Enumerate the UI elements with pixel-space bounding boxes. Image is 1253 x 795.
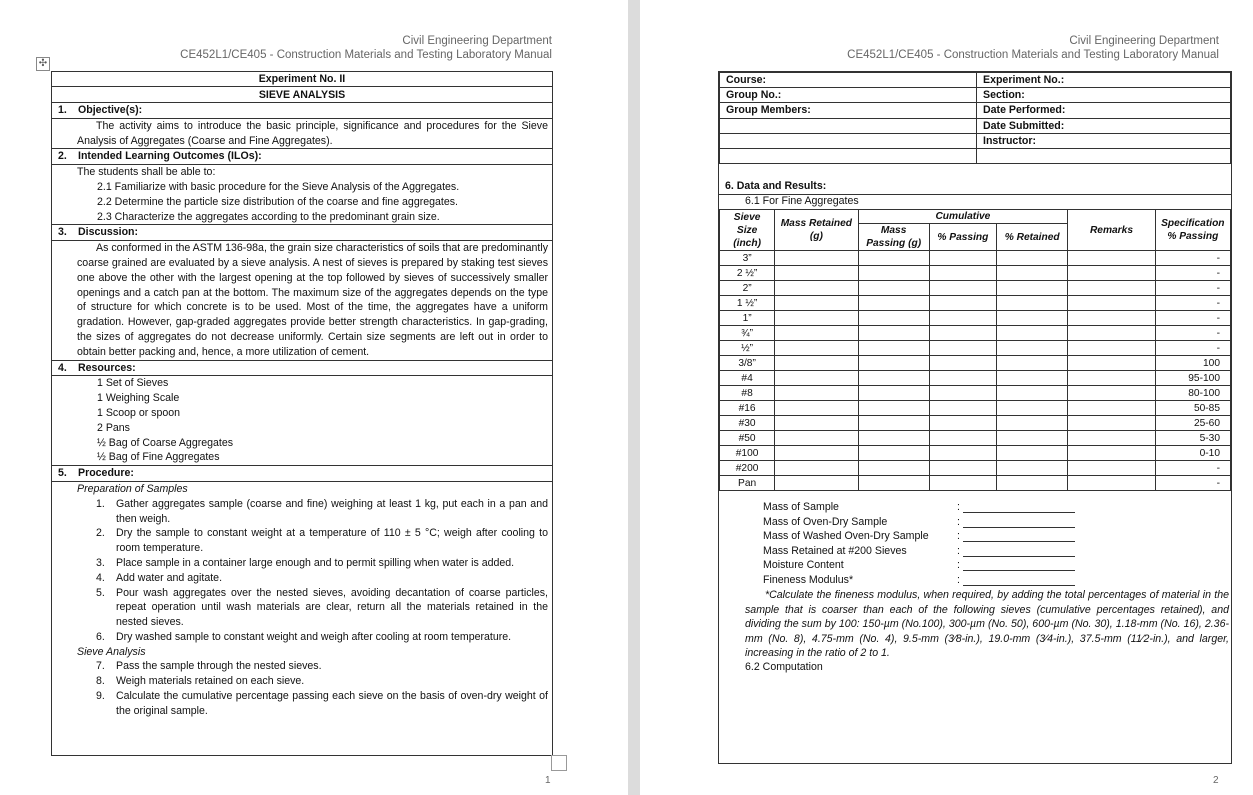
procedure-subheading: Preparation of Samples	[77, 482, 188, 495]
procedure-step	[52, 630, 552, 645]
mass-passing-cell[interactable]	[858, 371, 929, 386]
step-text: Weigh materials retained on each sieve.	[116, 675, 305, 688]
step-text: Dry washed sample to constant weight and weigh after cooling at room temperature.	[116, 630, 512, 643]
header-department: Civil Engineering Department	[402, 35, 552, 47]
page-header	[847, 34, 1219, 62]
mass-retained-cell[interactable]	[775, 311, 858, 326]
section-number: 1.	[58, 104, 67, 116]
pct-passing-cell[interactable]	[929, 371, 996, 386]
ilo-item: 2.1 Familiarize with basic procedure for the Sieve Analysis of the Aggregates.	[97, 180, 460, 193]
col-mass-passing: Mass Passing (g)	[858, 224, 929, 251]
info-cell[interactable]: Date Performed:	[977, 103, 1231, 118]
specification-cell: 5-30	[1155, 431, 1230, 446]
mass-passing-cell[interactable]	[858, 311, 929, 326]
table-resize-handle[interactable]	[551, 755, 567, 771]
info-row	[720, 133, 1231, 148]
ilo-body	[52, 165, 552, 225]
page-gutter	[628, 0, 640, 795]
remarks-cell[interactable]	[1068, 401, 1155, 416]
pct-passing-cell[interactable]	[929, 326, 996, 341]
header-department: Civil Engineering Department	[1069, 35, 1219, 47]
remarks-cell[interactable]	[1068, 416, 1155, 431]
pct-passing-cell[interactable]	[929, 461, 996, 476]
pct-passing-cell[interactable]	[929, 281, 996, 296]
col-cumulative: Cumulative	[858, 210, 1068, 224]
mass-colon: :	[957, 559, 960, 572]
specification-cell: 0-10	[1155, 446, 1230, 461]
mass-passing-cell[interactable]	[858, 461, 929, 476]
procedure-step	[52, 526, 552, 556]
step-text: Pass the sample through the nested sieves.	[116, 660, 322, 673]
sieve-size-cell: 2 ½”	[720, 266, 775, 281]
mass-retained-cell[interactable]	[775, 476, 858, 491]
mass-row	[763, 558, 1075, 573]
objective-heading	[52, 103, 552, 119]
sieve-size-cell: 1”	[720, 311, 775, 326]
procedure-body	[52, 482, 552, 719]
mass-label: Moisture Content	[763, 559, 844, 572]
step-number: 8.	[96, 675, 105, 688]
section-label: Procedure:	[78, 467, 134, 480]
pct-passing-cell[interactable]	[929, 446, 996, 461]
sieve-size-cell: #4	[720, 371, 775, 386]
pct-retained-cell[interactable]	[997, 476, 1068, 491]
pct-retained-cell[interactable]	[997, 356, 1068, 371]
sieve-size-cell: #30	[720, 416, 775, 431]
remarks-cell[interactable]	[1068, 281, 1155, 296]
objective-text: The activity aims to introduce the basic principle, significance and procedures for the Sieve Analysis of Aggregates (Coarse and Fine Aggregates).	[52, 119, 552, 150]
pct-passing-cell[interactable]	[929, 386, 996, 401]
mass-passing-cell[interactable]	[858, 341, 929, 356]
pct-retained-cell[interactable]	[997, 431, 1068, 446]
remarks-cell[interactable]	[1068, 266, 1155, 281]
col-pct-retained: % Retained	[997, 224, 1068, 251]
sieve-size-cell: #100	[720, 446, 775, 461]
pct-retained-cell[interactable]	[997, 416, 1068, 431]
page-number: 1	[545, 775, 551, 786]
info-cell[interactable]: Group No.:	[720, 88, 977, 103]
procedure-step	[52, 556, 552, 571]
pct-retained-cell[interactable]	[997, 281, 1068, 296]
experiment-table	[51, 71, 553, 756]
step-number: 9.	[96, 690, 105, 703]
procedure-step	[52, 689, 552, 719]
step-text: Gather aggregates sample (coarse and fine) weighing at least 1 kg, put each in a pan and then weigh.	[116, 497, 548, 525]
mass-passing-cell[interactable]	[858, 416, 929, 431]
pct-passing-cell[interactable]	[929, 296, 996, 311]
remarks-cell[interactable]	[1068, 251, 1155, 266]
pct-passing-cell[interactable]	[929, 311, 996, 326]
remarks-cell[interactable]	[1068, 431, 1155, 446]
specification-cell: 80-100	[1155, 386, 1230, 401]
mass-passing-cell[interactable]	[858, 386, 929, 401]
section-label: Resources:	[78, 361, 136, 374]
col-remarks: Remarks	[1068, 210, 1155, 251]
resources-list	[52, 376, 552, 466]
info-cell[interactable]	[720, 133, 977, 148]
remarks-cell[interactable]	[1068, 371, 1155, 386]
sieve-row	[720, 431, 1231, 446]
specification-cell: -	[1155, 251, 1230, 266]
pct-retained-cell[interactable]	[997, 401, 1068, 416]
sieve-row	[720, 266, 1231, 281]
data-results-heading: 6. Data and Results:	[725, 180, 827, 192]
sieve-row	[720, 311, 1231, 326]
sieve-row	[720, 386, 1231, 401]
sieve-row	[720, 461, 1231, 476]
procedure-step	[52, 497, 552, 527]
sieve-row	[720, 251, 1231, 266]
table-header-row	[720, 210, 1231, 224]
fineness-modulus-note: *Calculate the fineness modulus, when required, by adding the total percentages of material in the sample that is coarser than each of the following sieves (cumulative percentages retained), and dividing the sum by 100: 150-µm (No.100), 300-µm (No. 50), 600-µm (No. 30), 1.18-mm (No. 16), 2.36-mm (No. 8), 4.75-mm (No. 4), 9.5-mm (3⁄8-in.), 19.0-mm (3⁄4-in.), 37.5-mm (11⁄2-in.), and larger, increasing in the ratio of 2 to 1.	[745, 589, 1229, 660]
step-number: 2.	[96, 527, 105, 540]
specification-cell: -	[1155, 326, 1230, 341]
mass-label: Mass Retained at #200 Sieves	[763, 544, 907, 557]
mass-label: Mass of Oven-Dry Sample	[763, 515, 888, 528]
step-number: 1.	[96, 497, 105, 510]
procedure-heading	[52, 466, 552, 482]
step-text: Add water and agitate.	[116, 571, 223, 584]
pct-passing-cell[interactable]	[929, 341, 996, 356]
discussion-text: As conformed in the ASTM 136-98a, the grain size characteristics of soils that are predominantly coarse grained are evaluated by a sieve analysis. A nest of sieves is prepared by staking test sieves one above the other with the largest opening at the top followed by sieves of successively smaller openings and a catch pan at the bottom. The maximum size of the aggregates depends on the type of structure for which concrete is to be used. Most of the time, the aggregates have a uniform gradation. However, gap-graded aggregates provide better strength characteristics. In gap-grading, the sizes of aggregates do not decrease uniformly. Certain size segments are left out in order to obtain better packing and, hence, a more utilization of cement.	[52, 241, 552, 360]
info-row	[720, 73, 1231, 88]
specification-cell: -	[1155, 461, 1230, 476]
mass-passing-cell[interactable]	[858, 296, 929, 311]
mass-passing-cell[interactable]	[858, 356, 929, 371]
section-label: Intended Learning Outcomes (ILOs):	[78, 150, 262, 163]
sieve-row	[720, 356, 1231, 371]
info-row	[720, 118, 1231, 133]
info-cell[interactable]	[720, 148, 977, 163]
specification-cell: 25-60	[1155, 416, 1230, 431]
specification-cell: -	[1155, 296, 1230, 311]
sieve-row	[720, 326, 1231, 341]
pct-passing-cell[interactable]	[929, 356, 996, 371]
mass-retained-cell[interactable]	[775, 341, 858, 356]
pct-passing-cell[interactable]	[929, 476, 996, 491]
sieve-table	[719, 209, 1231, 491]
pct-passing-cell[interactable]	[929, 431, 996, 446]
pct-passing-cell[interactable]	[929, 266, 996, 281]
mass-summary	[763, 500, 1075, 588]
specification-cell: -	[1155, 311, 1230, 326]
mass-passing-cell[interactable]	[858, 401, 929, 416]
pct-passing-cell[interactable]	[929, 251, 996, 266]
sieve-row	[720, 371, 1231, 386]
mass-input[interactable]	[963, 573, 1075, 586]
remarks-cell[interactable]	[1068, 386, 1155, 401]
remarks-cell[interactable]	[1068, 326, 1155, 341]
col-specification: Specification % Passing	[1155, 210, 1230, 251]
procedure-subheading: Sieve Analysis	[77, 645, 146, 658]
pct-retained-cell[interactable]	[997, 311, 1068, 326]
mass-passing-cell[interactable]	[858, 281, 929, 296]
mass-retained-cell[interactable]	[775, 296, 858, 311]
specification-cell: 95-100	[1155, 371, 1230, 386]
step-number: 6.	[96, 630, 105, 643]
pct-passing-cell[interactable]	[929, 401, 996, 416]
step-number: 4.	[96, 571, 105, 584]
specification-cell: -	[1155, 341, 1230, 356]
remarks-cell[interactable]	[1068, 356, 1155, 371]
sieve-row	[720, 281, 1231, 296]
col-pct-passing: % Passing	[929, 224, 996, 251]
mass-retained-cell[interactable]	[775, 386, 858, 401]
mass-retained-cell[interactable]	[775, 371, 858, 386]
mass-retained-cell[interactable]	[775, 281, 858, 296]
info-row	[720, 88, 1231, 103]
info-cell[interactable]	[977, 148, 1231, 163]
sieve-size-cell: 2”	[720, 281, 775, 296]
sieve-size-cell: #200	[720, 461, 775, 476]
resource-item: 1 Weighing Scale	[97, 392, 180, 405]
remarks-cell[interactable]	[1068, 446, 1155, 461]
computation-heading: 6.2 Computation	[745, 661, 823, 673]
mass-passing-cell[interactable]	[858, 446, 929, 461]
pct-retained-cell[interactable]	[997, 386, 1068, 401]
pct-retained-cell[interactable]	[997, 326, 1068, 341]
mass-colon: :	[957, 530, 960, 543]
header-course: CE452L1/CE405 - Construction Materials and Testing Laboratory Manual	[180, 49, 552, 61]
specification-cell: 50-85	[1155, 401, 1230, 416]
pct-retained-cell[interactable]	[997, 251, 1068, 266]
mass-retained-cell[interactable]	[775, 251, 858, 266]
step-text: Calculate the cumulative percentage passing each sieve on the basis of oven-dry weight of the original sample.	[116, 690, 548, 717]
info-cell[interactable]: Course:	[720, 73, 977, 88]
mass-passing-cell[interactable]	[858, 431, 929, 446]
mass-retained-cell[interactable]	[775, 446, 858, 461]
info-cell[interactable]: Date Submitted:	[977, 118, 1231, 133]
info-row	[720, 103, 1231, 118]
step-text: Dry the sample to constant weight at a temperature of 110 ± 5 °C; weigh after cooling to room temperature.	[116, 527, 548, 555]
section-number: 2.	[58, 150, 67, 163]
sieve-size-cell: 3”	[720, 251, 775, 266]
pct-retained-cell[interactable]	[997, 446, 1068, 461]
sieve-size-cell: 1 ½”	[720, 296, 775, 311]
sieve-row	[720, 416, 1231, 431]
procedure-step	[52, 674, 552, 689]
remarks-cell[interactable]	[1068, 461, 1155, 476]
sieve-size-cell: #8	[720, 386, 775, 401]
sieve-size-cell: ¾”	[720, 326, 775, 341]
experiment-number: Experiment No. II	[52, 72, 552, 87]
sieve-size-cell: ½”	[720, 341, 775, 356]
mass-row	[763, 500, 1075, 515]
mass-label: Mass of Washed Oven-Dry Sample	[763, 530, 929, 543]
resource-item: 2 Pans	[97, 421, 130, 434]
info-cell[interactable]: Instructor:	[977, 133, 1231, 148]
mass-retained-cell[interactable]	[775, 326, 858, 341]
mass-retained-cell[interactable]	[775, 431, 858, 446]
info-cell[interactable]: Experiment No.:	[977, 73, 1231, 88]
resource-item: ½ Bag of Coarse Aggregates	[97, 436, 234, 449]
sieve-row	[720, 341, 1231, 356]
specification-cell: -	[1155, 266, 1230, 281]
mass-colon: :	[957, 501, 960, 513]
section-label: Objective(s):	[78, 104, 143, 116]
mass-input[interactable]	[963, 529, 1075, 542]
experiment-title: SIEVE ANALYSIS	[52, 87, 552, 103]
mass-retained-cell[interactable]	[775, 266, 858, 281]
sieve-row	[720, 401, 1231, 416]
step-text: Pour wash aggregates over the nested sieves, avoiding decantation of coarse particles, repeat operation until wash materials are clear, return all the materials retained in the nested sieves.	[116, 586, 548, 629]
mass-row	[763, 544, 1075, 559]
ilo-heading	[52, 149, 552, 165]
mass-label: Mass of Sample	[763, 501, 839, 513]
col-mass-retained: Mass Retained (g)	[775, 210, 858, 251]
pct-retained-cell[interactable]	[997, 341, 1068, 356]
remarks-cell[interactable]	[1068, 296, 1155, 311]
header-course: CE452L1/CE405 - Construction Materials and Testing Laboratory Manual	[847, 49, 1219, 61]
step-number: 5.	[96, 586, 105, 599]
table-move-handle-icon[interactable]: ✣	[36, 57, 50, 71]
ilo-item: 2.3 Characterize the aggregates according to the predominant grain size.	[97, 210, 440, 223]
section-number: 5.	[58, 467, 67, 480]
col-sieve-size: Sieve Size (inch)	[720, 210, 775, 251]
mass-passing-cell[interactable]	[858, 266, 929, 281]
info-row	[720, 148, 1231, 163]
mass-input[interactable]	[963, 515, 1075, 528]
ilo-intro: The students shall be able to:	[77, 166, 216, 179]
remarks-cell[interactable]	[1068, 341, 1155, 356]
page-header	[180, 34, 552, 62]
mass-passing-cell[interactable]	[858, 476, 929, 491]
mass-passing-cell[interactable]	[858, 251, 929, 266]
procedure-step	[52, 571, 552, 586]
data-sheet	[718, 71, 1232, 764]
sieve-row	[720, 296, 1231, 311]
pct-retained-cell[interactable]	[997, 296, 1068, 311]
sieve-size-cell: Pan	[720, 476, 775, 491]
section-number: 3.	[58, 226, 67, 239]
mass-retained-cell[interactable]	[775, 401, 858, 416]
mass-retained-cell[interactable]	[775, 356, 858, 371]
pct-retained-cell[interactable]	[997, 371, 1068, 386]
mass-label: Fineness Modulus*	[763, 573, 854, 586]
mass-row	[763, 515, 1075, 530]
mass-passing-cell[interactable]	[858, 326, 929, 341]
info-cell[interactable]	[720, 118, 977, 133]
section-number: 4.	[58, 361, 67, 374]
procedure-step	[52, 659, 552, 674]
resources-heading	[52, 361, 552, 377]
mass-input[interactable]	[963, 544, 1075, 557]
info-cell[interactable]: Group Members:	[720, 103, 977, 118]
mass-row	[763, 573, 1075, 588]
specification-cell: 100	[1155, 356, 1230, 371]
pct-passing-cell[interactable]	[929, 416, 996, 431]
step-number: 7.	[96, 660, 105, 673]
remarks-cell[interactable]	[1068, 311, 1155, 326]
mass-retained-cell[interactable]	[775, 416, 858, 431]
sieve-size-cell: #50	[720, 431, 775, 446]
page-number: 2	[1213, 775, 1219, 786]
step-number: 3.	[96, 556, 105, 569]
resource-item: 1 Set of Sieves	[97, 377, 169, 390]
specification-cell: -	[1155, 281, 1230, 296]
step-text: Place sample in a container large enough and to permit spilling when water is added.	[116, 556, 515, 569]
pct-retained-cell[interactable]	[997, 266, 1068, 281]
info-cell[interactable]: Section:	[977, 88, 1231, 103]
mass-input[interactable]	[963, 558, 1075, 571]
resource-item: 1 Scoop or spoon	[97, 406, 181, 419]
section-label: Discussion:	[78, 226, 139, 239]
mass-colon: :	[957, 573, 960, 586]
mass-retained-cell[interactable]	[775, 461, 858, 476]
fine-aggregates-heading: 6.1 For Fine Aggregates	[745, 195, 859, 207]
sieve-row	[720, 476, 1231, 491]
sieve-row	[720, 446, 1231, 461]
group-info-table	[719, 72, 1231, 164]
pct-retained-cell[interactable]	[997, 461, 1068, 476]
sieve-size-cell: #16	[720, 401, 775, 416]
remarks-cell[interactable]	[1068, 476, 1155, 491]
mass-input[interactable]	[963, 500, 1075, 513]
mass-colon: :	[957, 544, 960, 557]
mass-colon: :	[957, 515, 960, 528]
specification-cell: -	[1155, 476, 1230, 491]
sieve-size-cell: 3/8”	[720, 356, 775, 371]
ilo-item: 2.2 Determine the particle size distribution of the coarse and fine aggregates.	[97, 195, 458, 208]
resource-item: ½ Bag of Fine Aggregates	[97, 451, 220, 464]
procedure-step	[52, 586, 552, 630]
mass-row	[763, 529, 1075, 544]
discussion-heading	[52, 225, 552, 241]
